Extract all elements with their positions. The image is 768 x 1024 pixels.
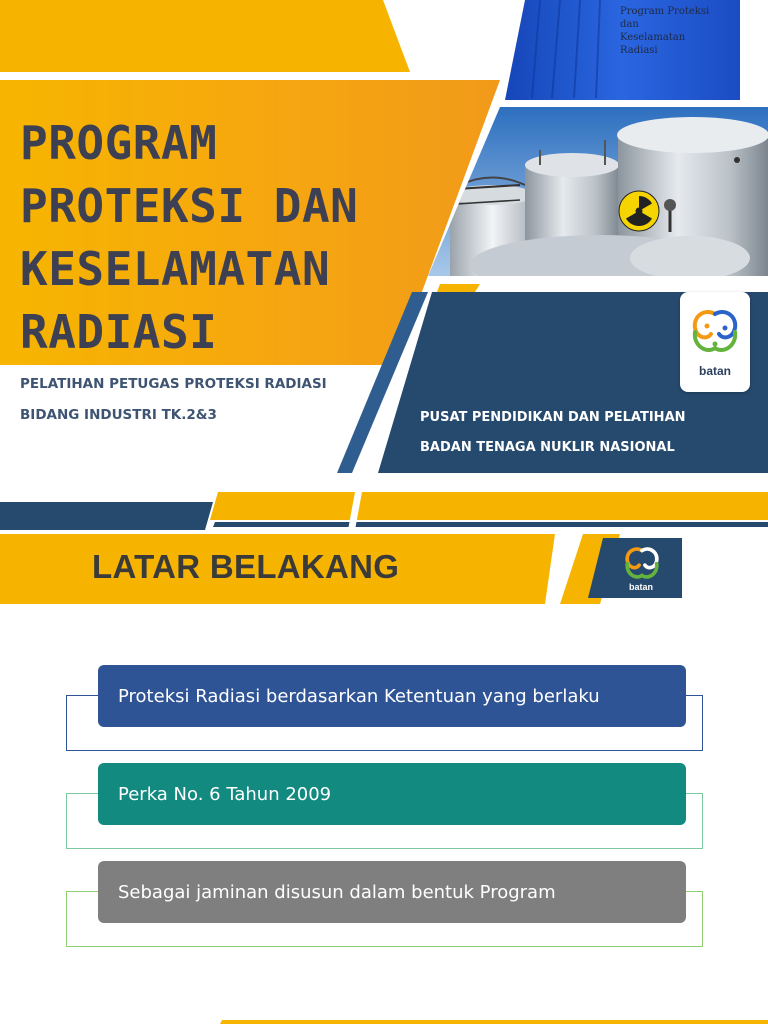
batan-logo-card xyxy=(680,292,750,392)
next-slide-edge xyxy=(0,1016,768,1024)
list-item-3-label: Sebagai jaminan disusun dalam bentuk Program xyxy=(118,881,556,903)
radiation-hazard-icon xyxy=(619,191,659,231)
batan-logo-text: batan xyxy=(698,364,731,378)
cover-title: PROGRAM PROTEKSI DAN KESELAMATAN RADIASI xyxy=(20,116,359,359)
section-title: LATAR BELAKANG xyxy=(92,548,400,585)
list-item-2 xyxy=(98,763,686,825)
document-tag: Program Proteksi dan Keselamatan Radiasi xyxy=(620,6,710,56)
batan-logo-small-text: batan xyxy=(628,582,653,592)
institution-line-1: PUSAT PENDIDIKAN DAN PELATIHAN xyxy=(420,410,686,425)
list-item-3 xyxy=(98,861,686,923)
top-yellow-strip xyxy=(0,0,410,72)
batan-logo-icon xyxy=(685,306,745,356)
batan-logo-small-icon xyxy=(620,544,664,582)
batan-logo-small xyxy=(608,538,682,596)
list-item-1-label: Proteksi Radiasi berdasarkan Ketentuan yang berlaku xyxy=(118,685,600,707)
institution-line-2: BADAN TENAGA NUKLIR NASIONAL xyxy=(420,440,675,455)
list-item-1 xyxy=(98,665,686,727)
cover-subtitle-line-1: PELATIHAN PETUGAS PROTEKSI RADIASI xyxy=(20,376,327,392)
list-item-2-label: Perka No. 6 Tahun 2009 xyxy=(118,783,332,805)
cover-subtitle-line-2: BIDANG INDUSTRI TK.2&3 xyxy=(20,407,217,423)
